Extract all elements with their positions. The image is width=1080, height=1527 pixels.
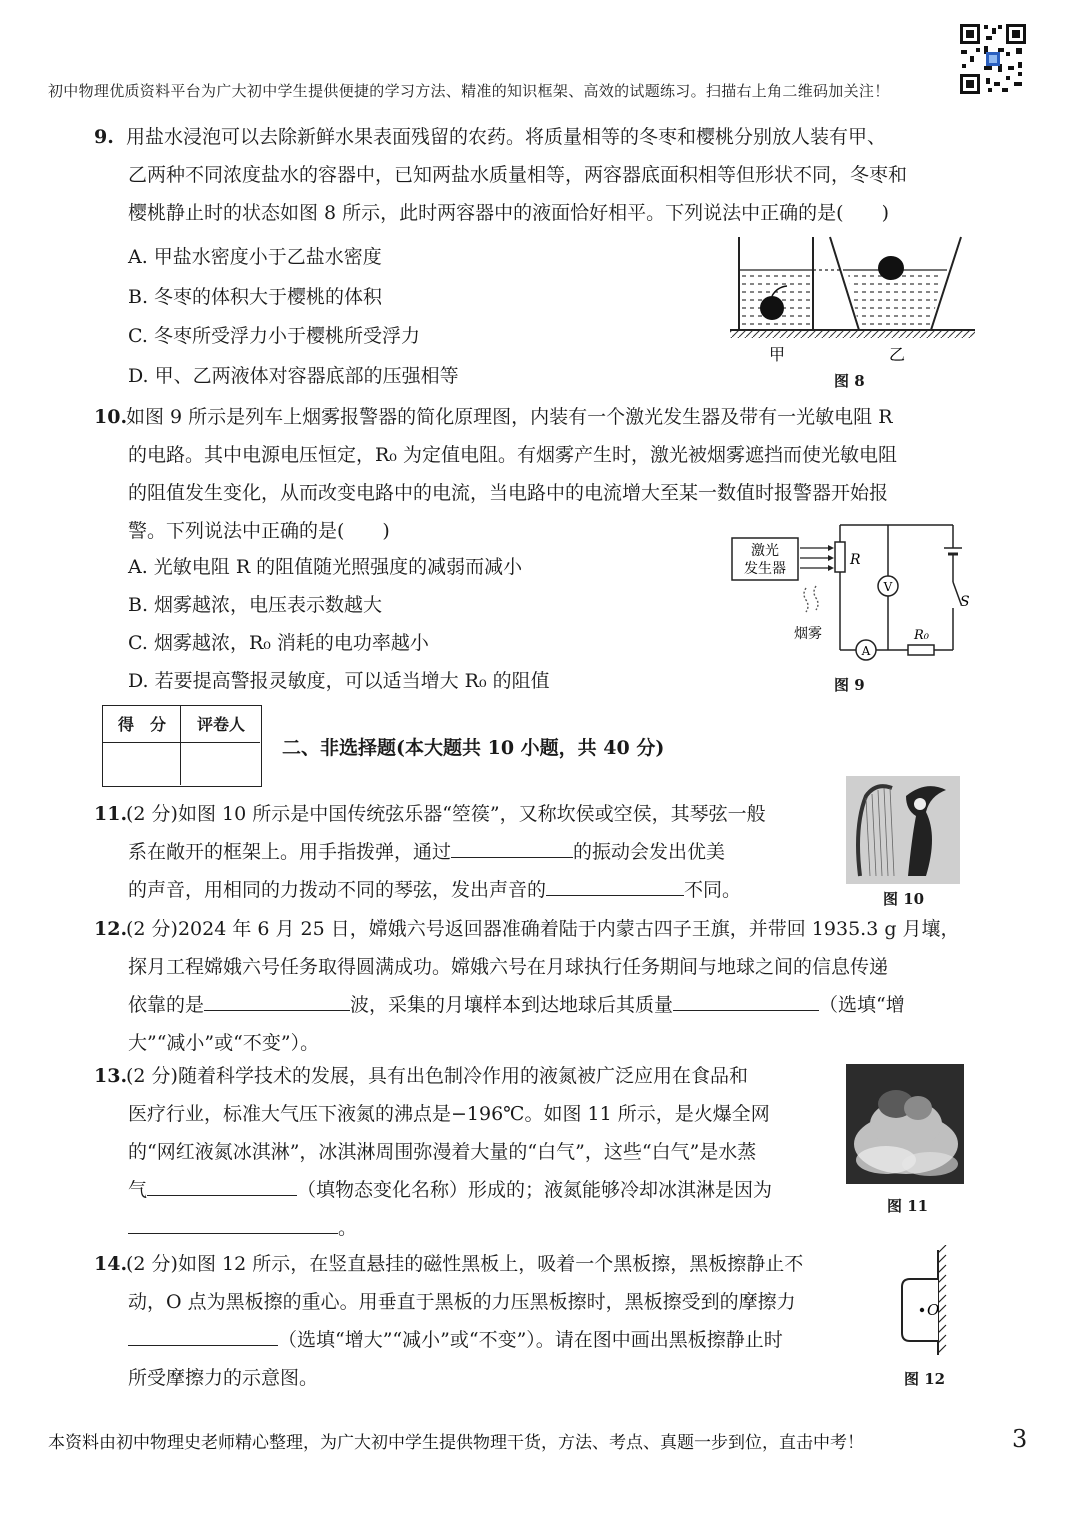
question-11 — [94, 795, 820, 909]
question-number: 13. — [94, 1065, 128, 1087]
question-number: 9. — [94, 126, 114, 148]
question-text: 如图 9 所示是列车上烟雾报警器的简化原理图，内装有一个激光发生器及带有一光敏电阻 R — [126, 406, 893, 428]
question-number: 10. — [94, 406, 128, 428]
answer-blank[interactable] — [128, 1211, 338, 1234]
question-text: (2 分)如图 12 所示，在竖直悬挂的磁性黑板上，吸着一个黑板擦，黑板擦静止不 — [126, 1253, 804, 1275]
question-text: 波，采集的月壤样本到达地球后其质量 — [350, 994, 674, 1016]
figure-caption: 图 10 — [883, 890, 925, 908]
label-smoke: 烟雾 — [794, 626, 822, 642]
question-number: 11. — [94, 803, 128, 825]
question-text: （选填“增 — [819, 994, 905, 1016]
center-of-gravity-dot — [920, 1308, 924, 1312]
label-R0: R₀ — [914, 628, 929, 643]
ice-cream-photo — [846, 1064, 964, 1184]
label-O: O — [927, 1301, 940, 1319]
figure-caption: 图 9 — [834, 676, 865, 694]
question-text: 动，O 点为黑板擦的重心。用垂直于黑板的力压黑板擦时，黑板擦受到的摩擦力 — [128, 1291, 796, 1313]
question-text: (2 分)如图 10 所示是中国传统弦乐器“箜篌”，又称坎侯或空侯，其琴弦一般 — [126, 803, 766, 825]
page-number: 3 — [1012, 1425, 1028, 1453]
question-text: 的“网红液氮冰淇淋”，冰淇淋周围弥漫着大量的“白气”，这些“白气”是水蒸 — [128, 1141, 757, 1163]
figure-caption: 图 12 — [904, 1370, 946, 1388]
question-text: 用盐水浸泡可以去除新鲜水果表面残留的农药。将质量相等的冬枣和樱桃分别放人装有甲、 — [126, 126, 887, 148]
question-text: (2 分)2024 年 6 月 25 日，嫦娥六号返回器准确着陆于内蒙古四子王旗，并带回 1935.3 g 月壤， — [126, 918, 960, 940]
option-b: B. 冬枣的体积大于樱桃的体积 — [128, 286, 383, 308]
score-label: 得 分 — [117, 715, 166, 734]
grader-label: 评卷人 — [196, 715, 245, 734]
figure-8 — [725, 232, 985, 367]
question-text: 。 — [338, 1217, 358, 1239]
question-number: 14. — [94, 1253, 128, 1275]
question-text: (2 分)随着科学技术的发展，具有出色制冷作用的液氮被广泛应用在食品和 — [126, 1065, 748, 1087]
option-c: C. 烟雾越浓，R₀ 消耗的电功率越小 — [128, 632, 429, 654]
question-text: 系在敞开的框架上。用手指拨弹，通过 — [128, 841, 452, 863]
option-d: D. 甲、乙两液体对容器底部的压强相等 — [128, 365, 459, 387]
figure-caption: 图 8 — [834, 372, 865, 390]
laser-label-1: 激光 — [751, 543, 779, 559]
figure-caption: 图 11 — [887, 1197, 929, 1215]
jujube — [878, 256, 904, 280]
section-heading: 二、非选择题(本大题共 10 小题，共 40 分) — [282, 737, 665, 759]
option-b: B. 烟雾越浓，电压表示数越大 — [128, 594, 383, 616]
question-text: 探月工程嫦娥六号任务取得圆满成功。嫦娥六号在月球执行任务期间与地球之间的信息传递 — [128, 956, 889, 978]
option-c: C. 冬枣所受浮力小于樱桃所受浮力 — [128, 325, 420, 347]
resistor-r0 — [908, 645, 934, 655]
answer-blank[interactable] — [204, 988, 350, 1011]
question-text: （选填“增大”“减小”或“不变”）。请在图中画出黑板擦静止时 — [278, 1329, 783, 1351]
footer-text: 本资料由初中物理史老师精心整理，为广大初中学生提供物理干货，方法、考点、真题一步到位，直击中考！ — [48, 1433, 864, 1453]
label-V: V — [883, 580, 893, 594]
qr-code — [958, 22, 1028, 96]
option-a: A. 甲盐水密度小于乙盐水密度 — [128, 246, 382, 268]
question-text: 樱桃静止时的状态如图 8 所示，此时两容器中的液面恰好相平。下列说法中正确的是( ) — [128, 202, 889, 224]
question-text: 不同。 — [684, 879, 742, 901]
question-text: 气 — [128, 1179, 148, 1201]
label-yi: 乙 — [888, 345, 906, 364]
question-9 — [94, 118, 995, 232]
question-14 — [94, 1245, 840, 1397]
answer-blank[interactable] — [673, 988, 819, 1011]
laser-label-2: 发生器 — [744, 561, 786, 577]
question-number: 12. — [94, 918, 128, 940]
option-a: A. 光敏电阻 R 的阻值随光照强度的减弱而减小 — [128, 556, 523, 578]
label-R: R — [850, 552, 861, 568]
question-text: 大”“减小”或“不变”）。 — [128, 1032, 320, 1054]
label-jia: 甲 — [768, 345, 786, 364]
question-text: 依靠的是 — [128, 994, 205, 1016]
question-12 — [94, 910, 995, 1062]
question-text: 的阻值发生变化，从而改变电路中的电流，当电路中的电流增大至某一数值时报警器开始报 — [128, 482, 889, 504]
label-S: S — [960, 594, 970, 610]
score-table — [102, 705, 262, 787]
question-text: （填物态变化名称）形成的；液氮能够冷却冰淇淋是因为 — [297, 1179, 773, 1201]
figure-9-circuit — [728, 520, 983, 670]
photoresistor — [835, 542, 845, 572]
answer-blank[interactable] — [147, 1173, 297, 1196]
konghou-photo — [846, 776, 960, 884]
option-d: D. 若要提高警报灵敏度，可以适当增大 R₀ 的阻值 — [128, 670, 550, 692]
question-text: 医疗行业，标准大气压下液氮的沸点是−196℃。如图 11 所示，是火爆全网 — [128, 1103, 770, 1125]
question-text: 的电路。其中电源电压恒定，R₀ 为定值电阻。有烟雾产生时，激光被烟雾遮挡而使光敏电阻 — [128, 444, 897, 466]
answer-blank[interactable] — [546, 873, 684, 896]
question-13 — [94, 1057, 820, 1247]
question-text: 乙两种不同浓度盐水的容器中，已知两盐水质量相等，两容器底面积相等但形状不同，冬枣和 — [128, 164, 908, 186]
cherry — [760, 296, 784, 320]
answer-blank[interactable] — [451, 835, 573, 858]
answer-blank[interactable] — [128, 1323, 278, 1346]
question-text: 的声音，用相同的力拨动不同的琴弦，发出声音的 — [128, 879, 547, 901]
label-A: A — [861, 644, 871, 658]
question-text: 的振动会发出优美 — [573, 841, 726, 863]
header-banner: 初中物理优质资料平台为广大初中学生提供便捷的学习方法、精准的知识框架、高效的试题练习。扫描右上角二维码加关注！ — [48, 82, 890, 100]
question-text: 所受摩擦力的示意图。 — [128, 1367, 319, 1389]
figure-12[interactable] — [890, 1245, 960, 1360]
question-text: 警。下列说法中正确的是( ) — [128, 520, 390, 542]
